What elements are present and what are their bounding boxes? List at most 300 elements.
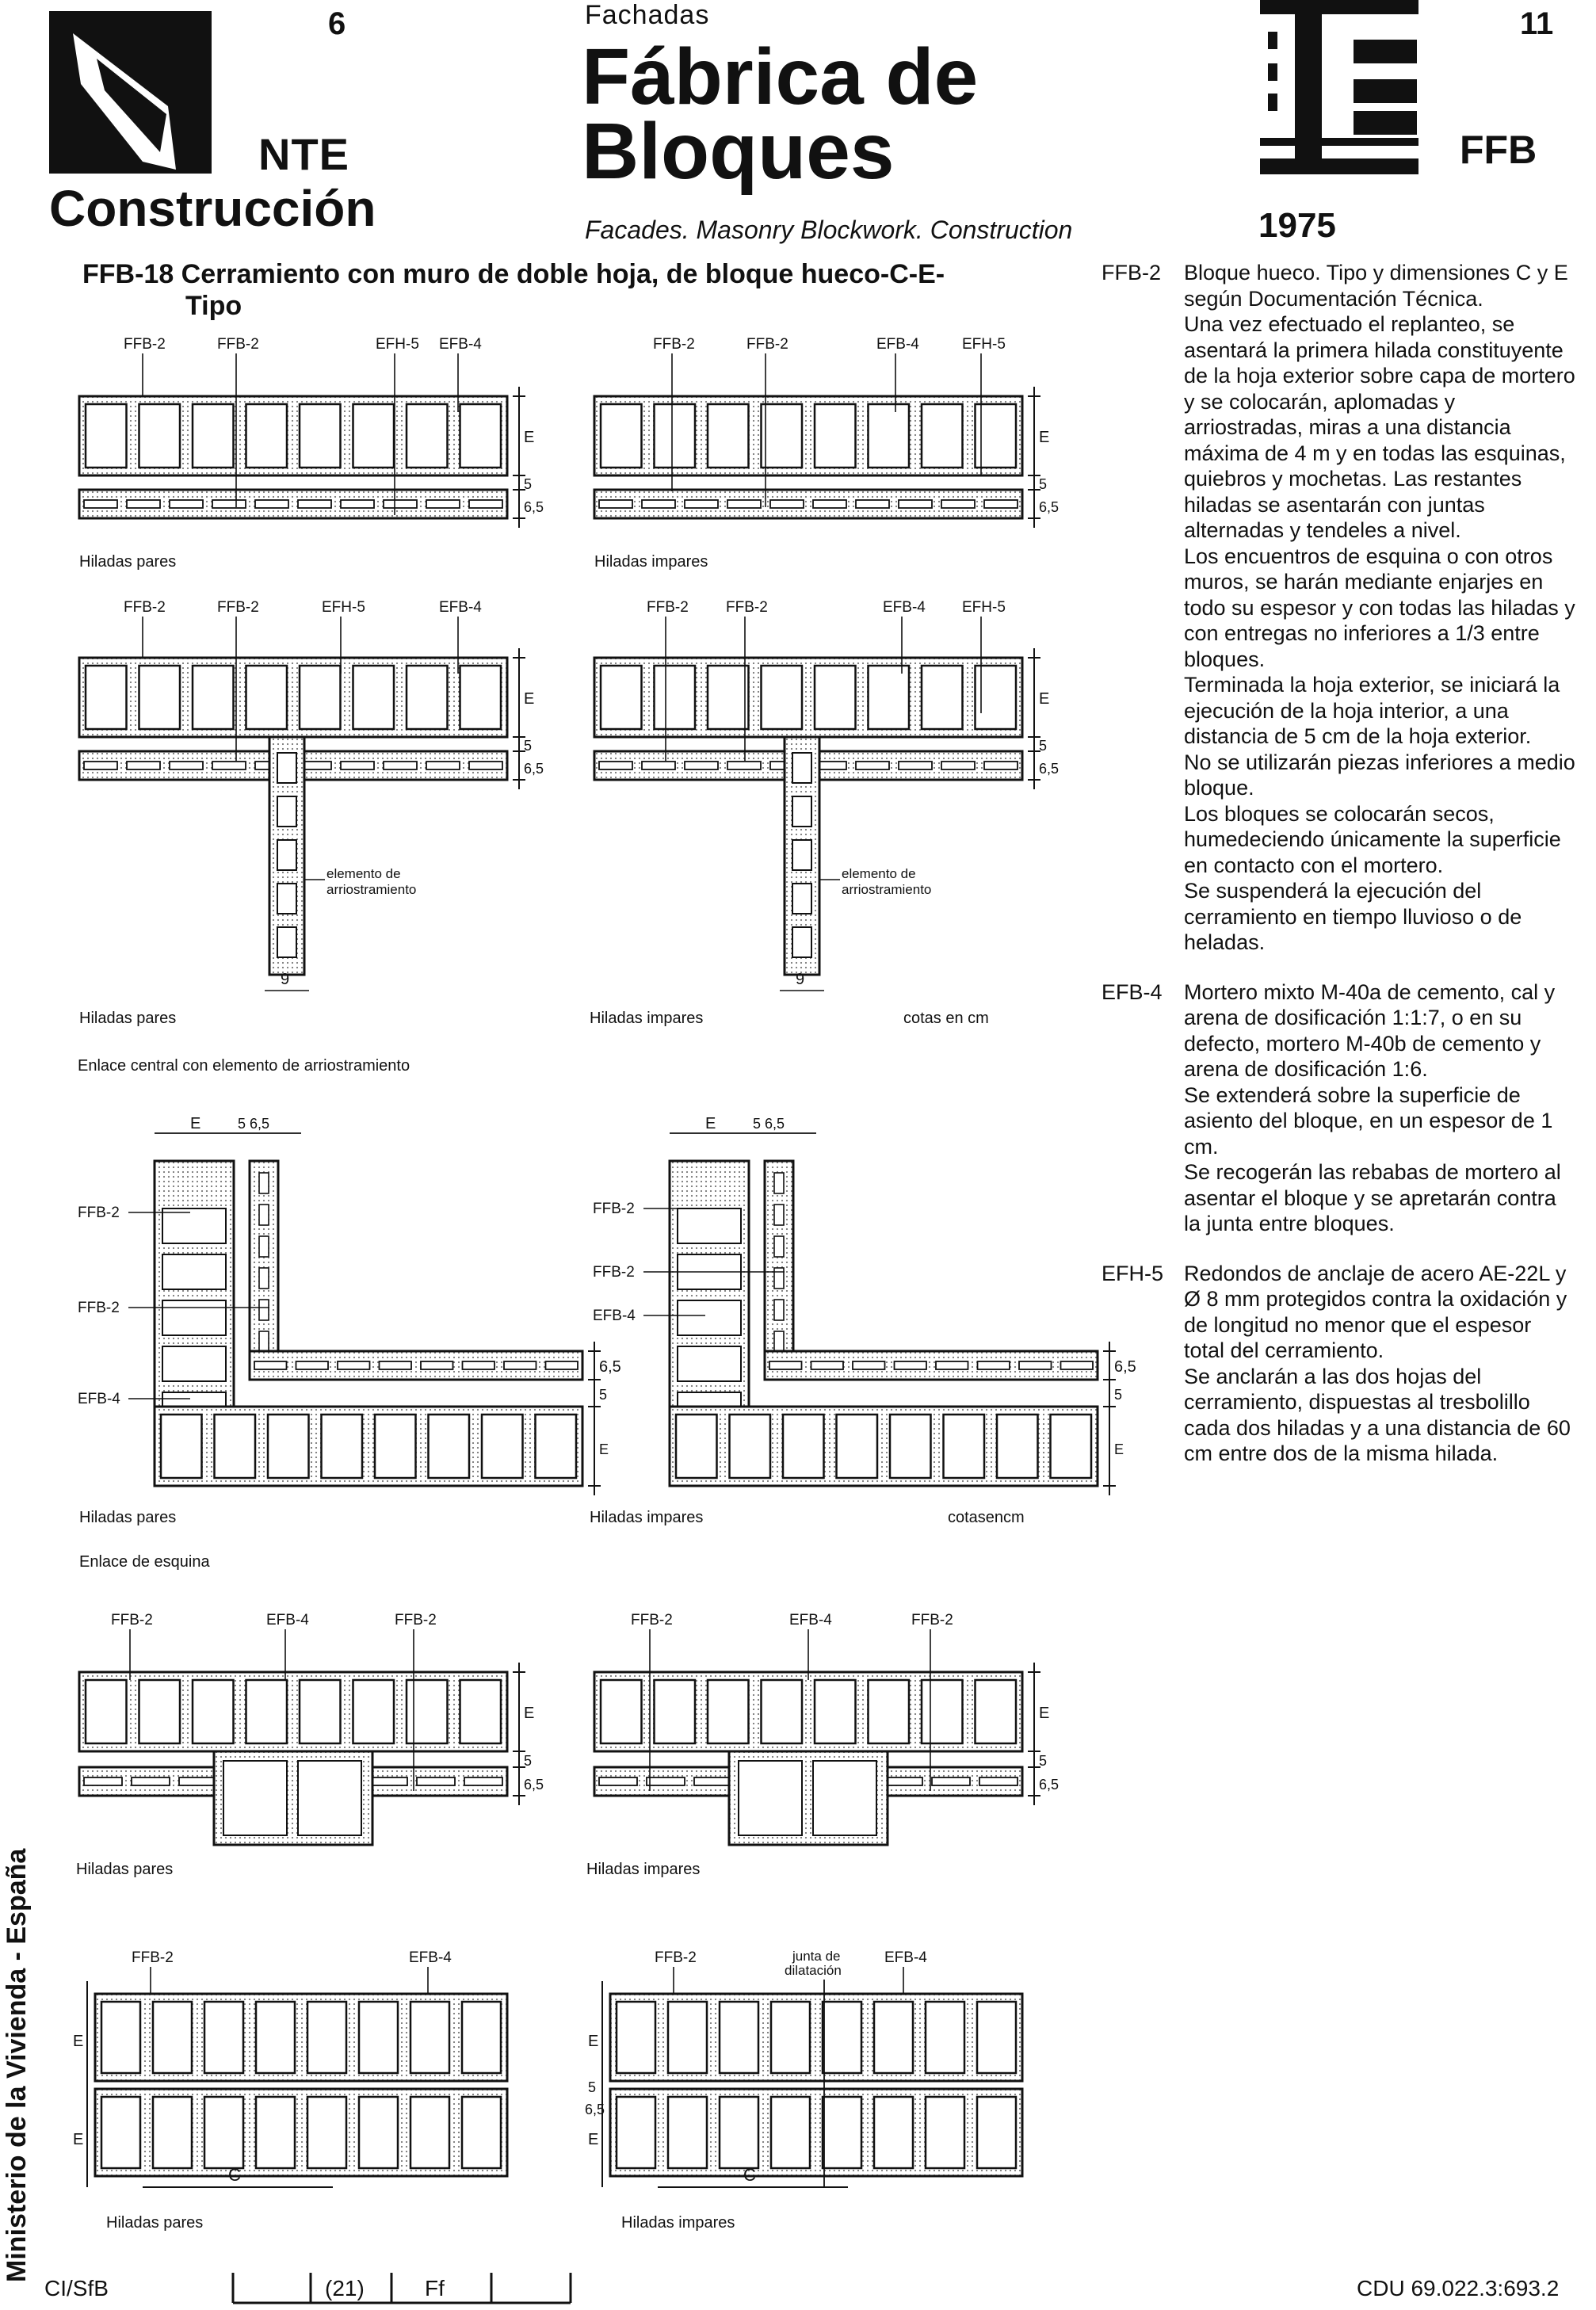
block-cell — [1051, 1415, 1092, 1478]
dim-label-e: E — [1039, 690, 1050, 708]
block-cell — [617, 2002, 655, 2073]
block-cell — [353, 1680, 395, 1743]
caption-pares-5: Hiladas pares — [106, 2214, 204, 2232]
vertical-side-text: Ministerio de la Vivienda - España — [2, 1848, 32, 2282]
corner-slot — [774, 1205, 784, 1225]
block-cell — [246, 666, 288, 729]
block-cell — [668, 2002, 707, 2073]
callout-label: EFH-5 — [962, 336, 1006, 353]
bracing-cell — [277, 927, 296, 957]
bracing-cell — [792, 884, 811, 914]
pilaster-cell — [298, 1761, 361, 1835]
callout-label: FFB-2 — [593, 1201, 635, 1217]
corner-slot — [774, 1331, 784, 1352]
block-cell — [193, 404, 234, 468]
block-cell — [86, 1680, 127, 1743]
note-paragraph: Se recogerán las rebabas de mortero al asentar el bloque y se apretarán contra la junta entre bloques. — [1184, 1160, 1561, 1235]
block-slot — [380, 1361, 412, 1369]
bracing-cell — [277, 884, 296, 914]
callout-label: FFB-2 — [217, 336, 259, 353]
block-cell — [482, 1415, 523, 1478]
block-cell — [536, 1415, 577, 1478]
block-cell — [783, 1415, 824, 1478]
block-slot — [941, 500, 975, 508]
block-slot — [84, 500, 117, 508]
block-slot — [296, 1361, 329, 1369]
dim-label-65: 6,5 — [524, 1777, 544, 1793]
dim-label-e: E — [73, 2033, 84, 2050]
caption-pares-1: Hiladas pares — [79, 553, 177, 571]
dim-label-e: E — [524, 690, 535, 708]
bracing-label: arriostramiento — [842, 882, 932, 897]
block-slot — [338, 1361, 370, 1369]
callout-label: FFB-2 — [631, 1612, 673, 1628]
block-cell — [720, 2002, 758, 2073]
note-body — [1184, 260, 1577, 956]
block-cell — [762, 404, 803, 468]
block-slot — [369, 1777, 407, 1785]
block-cell — [997, 1415, 1038, 1478]
note-paragraph: Los encuentros de esquina o con otros muros, se harán mediante enjarjes en todo su espesor y con todas las hiladas y con entregas no inferiores a 1/3 entre bloques. — [1184, 544, 1575, 671]
block-cell — [762, 1680, 803, 1743]
dim-label-e: 6,5 — [599, 1358, 621, 1376]
callout-label: FFB-2 — [111, 1612, 153, 1628]
brand-name: NTE — [258, 129, 349, 179]
document-code: FFB — [1460, 128, 1537, 172]
dim-label-5: 5 — [524, 738, 533, 754]
block-cell — [353, 666, 395, 729]
dim-label-e: E — [73, 2131, 84, 2148]
block-slot — [341, 762, 374, 769]
block-cell — [944, 1415, 985, 1478]
callout-label: FFB-2 — [124, 336, 166, 353]
block-cell — [307, 2002, 346, 2073]
block-slot — [813, 500, 846, 508]
block-cell — [322, 1415, 363, 1478]
block-slot — [384, 500, 417, 508]
block-cell — [359, 2002, 398, 2073]
block-slot — [469, 500, 502, 508]
note-paragraph: Una vez efectuado el replanteo, se asentará la primera hilada constituyente de la hoja exterior sobre capa de mortero y se colocarán, aplomadas y arriostradas, miras a una distancia máxima de 4 m y en todas las esquinas, quiebros y mochetas. Las restantes hiladas se asentarán con juntas alternadas y tendeles a nivel. — [1184, 312, 1575, 542]
block-cell — [101, 2097, 140, 2168]
dim-label-e: E — [588, 2033, 599, 2050]
block-cell — [410, 2002, 449, 2073]
callout-label: FFB-2 — [746, 336, 788, 353]
bracing-cell — [792, 927, 811, 957]
block-cell — [668, 2097, 707, 2168]
note-paragraph: No se utilizarán piezas inferiores a medio bloque. — [1184, 750, 1575, 800]
block-slot — [853, 1361, 885, 1369]
block-slot — [127, 762, 160, 769]
block-slot — [1061, 1361, 1094, 1369]
block-cell — [601, 1680, 642, 1743]
block-slot — [895, 1361, 927, 1369]
sheet-number: 11 — [1520, 6, 1554, 41]
dim-label-c: C — [743, 2165, 756, 2185]
block-slot — [941, 762, 975, 769]
note-paragraph: Los bloques se colocarán secos, humedeciendo únicamente la superficie en contacto con el mortero. — [1184, 801, 1561, 877]
dim-label-5: 5 — [599, 1387, 608, 1403]
corner-slot — [259, 1331, 269, 1352]
block-cell — [771, 2097, 810, 2168]
caption-enlace-central: Enlace central con elemento de arriostramiento — [78, 1057, 410, 1075]
callout-label: FFB-2 — [655, 1949, 697, 1966]
block-slot — [979, 1777, 1018, 1785]
block-cell — [300, 666, 341, 729]
block-cell — [676, 1415, 717, 1478]
dim-label-65: 6,5 — [1039, 761, 1060, 777]
callout-label: EFB-4 — [78, 1391, 120, 1407]
caption-cotas-1: cotas en cm — [903, 1010, 989, 1027]
dim-label-65: 6,5 — [1039, 499, 1060, 515]
block-slot — [599, 1777, 637, 1785]
block-slot — [884, 1777, 922, 1785]
block-slot — [132, 1777, 170, 1785]
dim-label-e: E — [524, 1705, 535, 1722]
pilaster-cell — [739, 1761, 802, 1835]
block-cell — [460, 666, 502, 729]
dim-label-65: E — [1114, 1441, 1124, 1457]
notes-column — [1102, 260, 1577, 1491]
dim-label-65: E — [599, 1441, 609, 1457]
block-slot — [469, 762, 502, 769]
dim-label-65: 6,5 — [585, 2102, 605, 2117]
callout-label: FFB-2 — [593, 1264, 635, 1281]
callout-label: FFB-2 — [653, 336, 695, 353]
block-slot — [254, 1361, 287, 1369]
block-cell — [617, 2097, 655, 2168]
corner-cell — [162, 1254, 226, 1289]
block-cell — [977, 2097, 1016, 2168]
block-cell — [153, 2097, 192, 2168]
bracing-cell — [277, 753, 296, 783]
block-cell — [720, 2097, 758, 2168]
block-cell — [462, 2097, 501, 2168]
block-cell — [874, 2002, 913, 2073]
dim-label-5: 5 — [1114, 1387, 1123, 1403]
dim-label-e: E — [524, 429, 535, 446]
dim-label-e: E — [588, 2131, 599, 2148]
dim-label-9: 9 — [281, 971, 290, 988]
dim-label-e: 6,5 — [1114, 1358, 1136, 1376]
block-cell — [410, 2097, 449, 2168]
block-cell — [869, 666, 910, 729]
corner-slot — [774, 1236, 784, 1257]
note-paragraph: Se extenderá sobre la superficie de asiento del bloque, en un espesor de 1 cm. — [1184, 1082, 1553, 1159]
note-code: EFH-5 — [1102, 1261, 1164, 1285]
title-line-2: Bloques — [582, 107, 895, 196]
block-cell — [462, 2002, 501, 2073]
block-cell — [708, 666, 749, 729]
corner-cell — [678, 1300, 741, 1335]
block-slot — [899, 762, 932, 769]
block-cell — [869, 404, 910, 468]
block-slot — [856, 762, 889, 769]
dim-label-5: 5 — [1039, 476, 1048, 492]
block-cell — [204, 2002, 243, 2073]
caption-impares-2: Hiladas impares — [590, 1010, 704, 1027]
note-body — [1184, 979, 1577, 1237]
block-cell — [655, 1680, 696, 1743]
block-cell — [215, 1415, 256, 1478]
block-cell — [869, 1680, 910, 1743]
block-cell — [375, 1415, 416, 1478]
block-slot — [417, 1777, 455, 1785]
corner-slot — [259, 1173, 269, 1193]
brand-subtitle: Construcción — [49, 180, 376, 237]
caption-pares-3: Hiladas pares — [79, 1509, 177, 1526]
block-cell — [815, 1680, 856, 1743]
block-slot — [504, 1361, 536, 1369]
block-cell — [139, 1680, 181, 1743]
block-slot — [899, 500, 932, 508]
caption-impares-5: Hiladas impares — [621, 2214, 735, 2232]
block-cell — [353, 404, 395, 468]
corner-slot — [259, 1268, 269, 1289]
note-0 — [1102, 260, 1577, 956]
block-slot — [984, 762, 1018, 769]
block-cell — [86, 404, 127, 468]
note-code: FFB-2 — [1102, 261, 1162, 284]
note-body — [1184, 1261, 1577, 1467]
corner-cell — [162, 1300, 226, 1335]
dim-label-65: 6,5 — [524, 761, 544, 777]
block-cell — [407, 404, 448, 468]
block-slot — [127, 500, 160, 508]
block-cell — [193, 1680, 234, 1743]
note-1 — [1102, 979, 1577, 1237]
figure-title-line-2: Tipo — [185, 291, 242, 321]
caption-impares-3: Hiladas impares — [590, 1509, 704, 1526]
corner-slot — [259, 1300, 269, 1320]
dim-label-5: 5 — [588, 2079, 597, 2095]
note-paragraph: Terminada la hoja exterior, se iniciará la ejecución de la hoja interior, a una distancia de 5 cm de la hoja exterior. — [1184, 673, 1560, 748]
bracing-label: arriostramiento — [326, 882, 417, 897]
block-cell — [815, 666, 856, 729]
block-cell — [300, 404, 341, 468]
bracing-cell — [792, 840, 811, 870]
block-cell — [256, 2097, 295, 2168]
callout-label: FFB-2 — [124, 599, 166, 616]
block-slot — [84, 1777, 122, 1785]
callout-label: EFH-5 — [376, 336, 419, 353]
callout-label: EFB-4 — [439, 336, 482, 353]
corner-cell — [678, 1208, 741, 1243]
block-slot — [464, 1777, 502, 1785]
block-cell — [204, 2097, 243, 2168]
block-slot — [984, 500, 1018, 508]
block-slot — [384, 762, 417, 769]
block-slot — [685, 762, 718, 769]
block-cell — [429, 1415, 470, 1478]
dim-label-65: 6,5 — [1039, 1777, 1060, 1793]
footer-classification-box — [222, 2268, 586, 2308]
block-slot — [426, 500, 460, 508]
corner-slot — [774, 1300, 784, 1320]
callout-label: FFB-2 — [217, 599, 259, 616]
note-code: EFB-4 — [1102, 979, 1163, 1004]
corner-cell — [162, 1208, 226, 1243]
callout-label: EFB-4 — [593, 1308, 636, 1324]
note-paragraph: Se suspenderá la ejecución del cerramiento en tiempo lluvioso o de heladas. — [1184, 879, 1522, 954]
block-cell — [407, 666, 448, 729]
block-slot — [463, 1361, 495, 1369]
dim-label-5: 5 — [1039, 738, 1048, 754]
page-number: 6 — [328, 6, 346, 41]
note-2 — [1102, 1261, 1577, 1467]
block-cell — [890, 1415, 931, 1478]
bracing-cell — [792, 753, 811, 783]
footer-code-21: (21) — [325, 2276, 365, 2300]
english-subtitle: Facades. Masonry Blockwork. Construction — [585, 216, 1073, 244]
bracing-cell — [277, 796, 296, 827]
block-cell — [153, 2002, 192, 2073]
caption-enlace-esquina: Enlace de esquina — [79, 1553, 210, 1571]
block-slot — [727, 500, 761, 508]
title-line-1: Fábrica de — [582, 32, 979, 121]
caption-pares-4: Hiladas pares — [76, 1861, 174, 1878]
corner-cell — [162, 1346, 226, 1381]
block-slot — [685, 500, 718, 508]
corner-slot — [259, 1205, 269, 1225]
callout-label: EFB-4 — [409, 1949, 452, 1966]
block-cell — [708, 404, 749, 468]
block-slot — [170, 500, 203, 508]
note-paragraph: Mortero mixto M-40a de cemento, cal y arena de dosificación 1:1:7, o en su defecto, mortero M-40b de cemento y arena de dosificación 1:6. — [1184, 979, 1556, 1081]
block-cell — [193, 666, 234, 729]
caption-cotas-2: cotasencm — [948, 1509, 1025, 1526]
block-cell — [874, 2097, 913, 2168]
callout-label: FFB-2 — [647, 599, 689, 616]
block-slot — [694, 1777, 732, 1785]
block-slot — [769, 1361, 802, 1369]
block-cell — [300, 1680, 341, 1743]
block-slot — [647, 1777, 685, 1785]
caption-impares-1: Hiladas impares — [594, 553, 708, 571]
note-paragraph: Bloque hueco. Tipo y dimensiones C y E según Documentación Técnica. — [1184, 261, 1568, 311]
corner-slot — [774, 1268, 784, 1289]
block-cell — [256, 2002, 295, 2073]
dim-label-e: E — [1039, 1705, 1050, 1722]
block-slot — [599, 762, 632, 769]
block-cell — [307, 2097, 346, 2168]
dim-label-e: E — [705, 1115, 716, 1132]
block-cell — [655, 666, 696, 729]
block-slot — [856, 500, 889, 508]
block-slot — [936, 1361, 968, 1369]
block-cell — [771, 2002, 810, 2073]
note-paragraph: Redondos de anclaje de acero AE-22L y Ø 8 mm protegidos contra la oxidación y de longitud no menor que el espesor total del cerramiento. — [1184, 1261, 1567, 1362]
footer-ff: Ff — [425, 2276, 445, 2300]
bracing-cell — [792, 796, 811, 827]
callout-label: FFB-2 — [911, 1612, 953, 1628]
block-cell — [922, 666, 963, 729]
block-cell — [730, 1415, 771, 1478]
block-slot — [770, 500, 804, 508]
callout-label: FFB-2 — [726, 599, 768, 616]
callout-label: EFH-5 — [962, 599, 1006, 616]
block-cell — [815, 404, 856, 468]
callout-label: FFB-2 — [395, 1612, 437, 1628]
block-cell — [926, 2097, 964, 2168]
block-cell — [601, 666, 642, 729]
figure-title-line-1: FFB-18 Cerramiento con muro de doble hoja, de bloque hueco-C-E- — [82, 259, 945, 289]
junta-label: dilatación — [785, 1963, 842, 1978]
dim-label-e: E — [190, 1115, 201, 1132]
dim-label-9: 9 — [796, 971, 805, 988]
block-cell — [977, 2002, 1016, 2073]
dim-label-5: 5 — [524, 476, 533, 492]
pilaster-cell — [223, 1761, 287, 1835]
block-cell — [926, 2002, 964, 2073]
block-cell — [101, 2002, 140, 2073]
block-slot — [212, 762, 246, 769]
block-cell — [460, 1680, 502, 1743]
block-slot — [170, 762, 203, 769]
block-slot — [426, 762, 460, 769]
block-slot — [421, 1361, 453, 1369]
dim-label-c: C — [228, 2165, 241, 2185]
bracing-label: elemento de — [326, 866, 401, 881]
block-cell — [708, 1680, 749, 1743]
block-cell — [823, 2002, 861, 2073]
corner-slot — [774, 1173, 784, 1193]
corner-slot — [259, 1236, 269, 1257]
block-cell — [655, 404, 696, 468]
block-slot — [84, 762, 117, 769]
caption-impares-4: Hiladas impares — [586, 1861, 701, 1878]
dim-label-5: 5 — [524, 1753, 533, 1769]
block-cell — [139, 666, 181, 729]
bracing-label: elemento de — [842, 866, 916, 881]
block-slot — [255, 500, 288, 508]
dim-label-e: E — [1039, 429, 1050, 446]
block-cell — [139, 404, 181, 468]
block-cell — [837, 1415, 878, 1478]
block-cell — [161, 1415, 202, 1478]
ffb-logo-icon — [1260, 0, 1450, 178]
caption-pares-2: Hiladas pares — [79, 1010, 177, 1027]
block-cell — [922, 1680, 963, 1743]
callout-label: EFB-4 — [876, 336, 919, 353]
block-slot — [341, 500, 374, 508]
block-cell — [246, 1680, 288, 1743]
dim-label-5-65: 5 6,5 — [753, 1116, 785, 1132]
pilaster-cell — [813, 1761, 876, 1835]
callout-label: FFB-2 — [78, 1300, 120, 1316]
footer-cisfb: CI/SfB — [44, 2276, 109, 2300]
block-cell — [601, 404, 642, 468]
callout-label: EFB-4 — [884, 1949, 927, 1966]
block-slot — [642, 762, 675, 769]
block-cell — [407, 1680, 448, 1743]
block-slot — [599, 500, 632, 508]
junta-label: junta de — [792, 1949, 841, 1964]
bracing-cell — [277, 840, 296, 870]
year: 1975 — [1258, 206, 1336, 245]
block-cell — [922, 404, 963, 468]
callout-label: EFB-4 — [883, 599, 926, 616]
block-slot — [932, 1777, 970, 1785]
block-slot — [212, 500, 246, 508]
block-cell — [823, 2097, 861, 2168]
block-cell — [86, 666, 127, 729]
block-cell — [246, 404, 288, 468]
block-slot — [1019, 1361, 1052, 1369]
block-cell — [762, 666, 803, 729]
note-paragraph: Se anclarán a las dos hojas del cerramiento, dispuestas al tresbolillo cada dos hiladas y a una distancia de 60 cm entre dos de la misma hilada. — [1184, 1364, 1571, 1465]
dim-label-65: 6,5 — [524, 499, 544, 515]
